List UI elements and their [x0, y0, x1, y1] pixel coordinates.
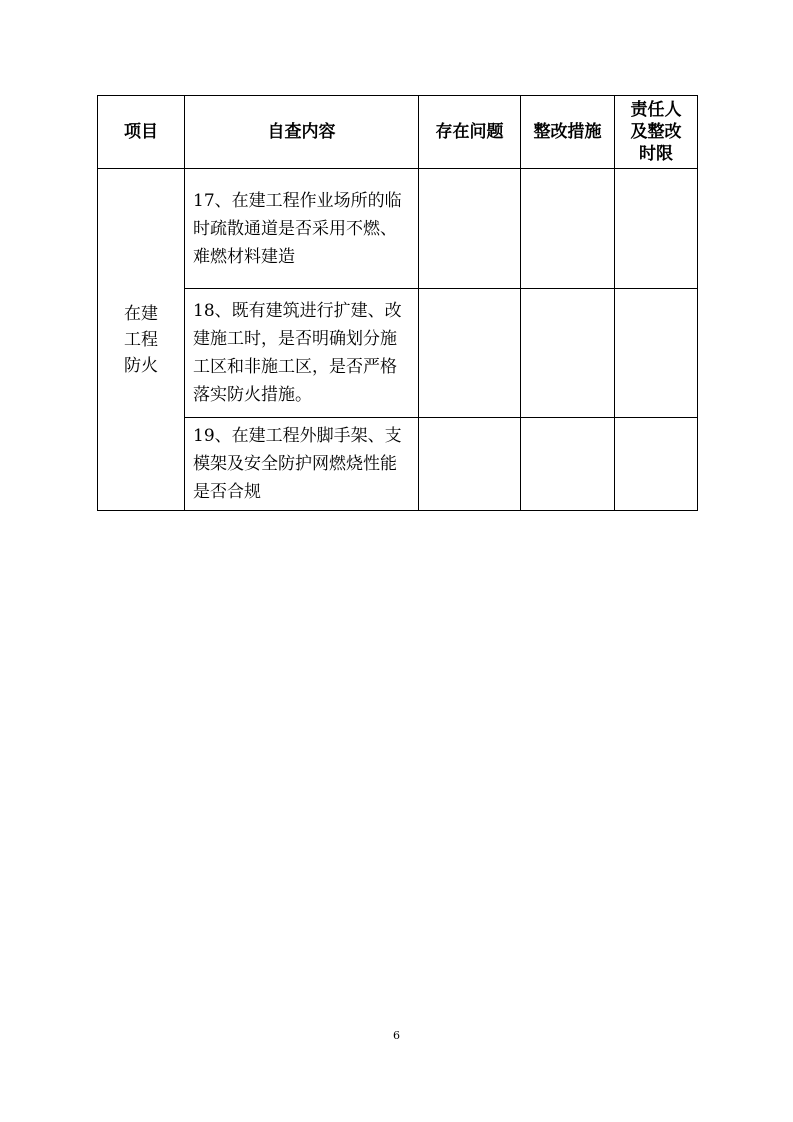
header-rectification: 整改措施: [521, 96, 615, 169]
rectification-cell: [521, 418, 615, 511]
table-row: [98, 418, 698, 511]
problem-cell: [419, 169, 521, 289]
table-header-row: [98, 96, 698, 169]
header-responsibility-label: 责任人及整改时限: [630, 100, 682, 164]
responsibility-cell: [615, 169, 698, 289]
content-cell: 19、在建工程外脚手架、支模架及安全防护网燃烧性能是否合规: [185, 418, 419, 511]
header-problem: 存在问题: [419, 96, 521, 169]
problem-cell: [419, 289, 521, 418]
category-cell: [98, 169, 185, 511]
self-inspection-table: [97, 95, 698, 511]
table-row: [98, 289, 698, 418]
content-cell: 18、既有建筑进行扩建、改建施工时，是否明确划分施工区和非施工区，是否严格落实防火措施。: [185, 289, 419, 418]
rectification-cell: [521, 169, 615, 289]
header-item: 项目: [98, 96, 185, 169]
rectification-cell: [521, 289, 615, 418]
responsibility-cell: [615, 418, 698, 511]
problem-cell: [419, 418, 521, 511]
header-content: 自查内容: [185, 96, 419, 169]
content-cell: 17、在建工程作业场所的临时疏散通道是否采用不燃、难燃材料建造: [185, 169, 419, 289]
category-label: 在建工程防火: [124, 303, 158, 376]
table-row: [98, 169, 698, 289]
header-responsibility: [615, 96, 698, 169]
page-number: 6: [393, 1029, 400, 1042]
responsibility-cell: [615, 289, 698, 418]
